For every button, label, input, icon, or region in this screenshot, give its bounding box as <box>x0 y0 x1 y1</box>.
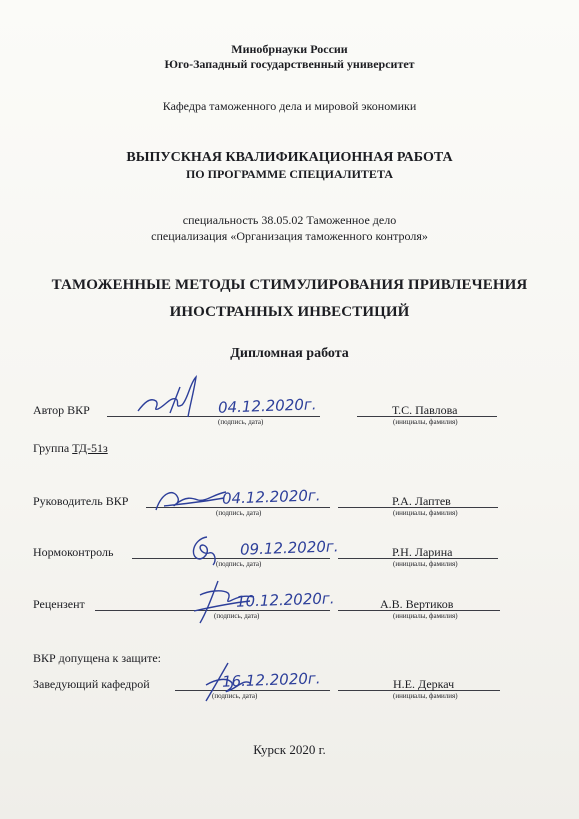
signer-name: А.В. Вертиков <box>380 597 454 611</box>
ministry-header <box>0 42 579 72</box>
caption-signature-date: (подпись, дата) <box>212 692 258 700</box>
admitted-to-defense: ВКР допущена к защите: <box>33 651 161 665</box>
signature-row-head <box>0 669 579 707</box>
role-label: Рецензент <box>33 597 85 611</box>
signature-row-author <box>0 395 579 433</box>
signature-row-supervisor <box>0 486 579 524</box>
topic-line2: ИНОСТРАННЫХ ИНВЕСТИЦИЙ <box>169 304 410 320</box>
caption-initials-surname: (инициалы, фамилия) <box>393 692 458 700</box>
signer-name: Т.С. Павлова <box>392 403 458 417</box>
caption-signature-date: (подпись, дата) <box>214 612 260 620</box>
signer-name: Н.Е. Деркач <box>393 677 455 691</box>
work-type: Дипломная работа <box>230 346 349 361</box>
caption-initials-surname: (инициалы, фамилия) <box>393 509 458 517</box>
caption-signature-date: (подпись, дата) <box>216 560 262 568</box>
caption-initials-surname: (инициалы, фамилия) <box>393 560 458 568</box>
role-label: Автор ВКР <box>33 403 90 417</box>
caption-signature-date: (подпись, дата) <box>216 509 262 517</box>
role-label: Заведующий кафедрой <box>33 677 150 691</box>
topic-line1: ТАМОЖЕННЫЕ МЕТОДЫ СТИМУЛИРОВАНИЯ ПРИВЛЕЧЕНИЯ <box>51 277 528 293</box>
signer-name: Р.А. Лаптев <box>392 494 451 508</box>
role-label: Нормоконтроль <box>33 545 114 559</box>
handwritten-signature-icon <box>130 373 210 423</box>
signature-date: 09.12.2020г. <box>239 537 339 559</box>
signer-name: Р.Н. Ларина <box>392 545 453 559</box>
university-name: Юго-Западный государственный университет <box>164 57 415 71</box>
work-title-line2: ПО ПРОГРАММЕ СПЕЦИАЛИТЕТА <box>185 167 394 181</box>
signature-date: 10.12.2020г. <box>235 589 335 611</box>
department-name: Кафедра таможенного дела и мировой экономики <box>162 99 417 113</box>
group-field <box>33 441 108 456</box>
group-value: ТД-51з <box>72 441 108 455</box>
caption-signature-date: (подпись, дата) <box>218 418 264 426</box>
caption-initials-surname: (инициалы, фамилия) <box>393 612 458 620</box>
caption-initials-surname: (инициалы, фамилия) <box>393 418 458 426</box>
ministry-name: Минобрнауки России <box>231 42 348 56</box>
city-year: Курск 2020 г. <box>253 742 326 757</box>
thesis-topic <box>0 272 579 326</box>
specialization: специализация «Организация таможенного контроля» <box>151 229 428 243</box>
signature-date: 04.12.2020г. <box>217 395 317 417</box>
signature-date: 04.12.2020г. <box>221 486 321 508</box>
specialty: специальность 38.05.02 Таможенное дело <box>182 213 397 227</box>
role-label: Руководитель ВКР <box>33 494 129 508</box>
signature-row-normcontrol <box>0 537 579 575</box>
signature-date: 16.12.2020г. <box>221 669 321 691</box>
specialty-block <box>0 212 579 244</box>
signature-row-reviewer <box>0 589 579 627</box>
group-label: Группа <box>33 441 70 455</box>
work-title <box>0 150 579 182</box>
signature-line <box>132 558 330 559</box>
work-title-line1: ВЫПУСКНАЯ КВАЛИФИКАЦИОННАЯ РАБОТА <box>126 150 453 165</box>
